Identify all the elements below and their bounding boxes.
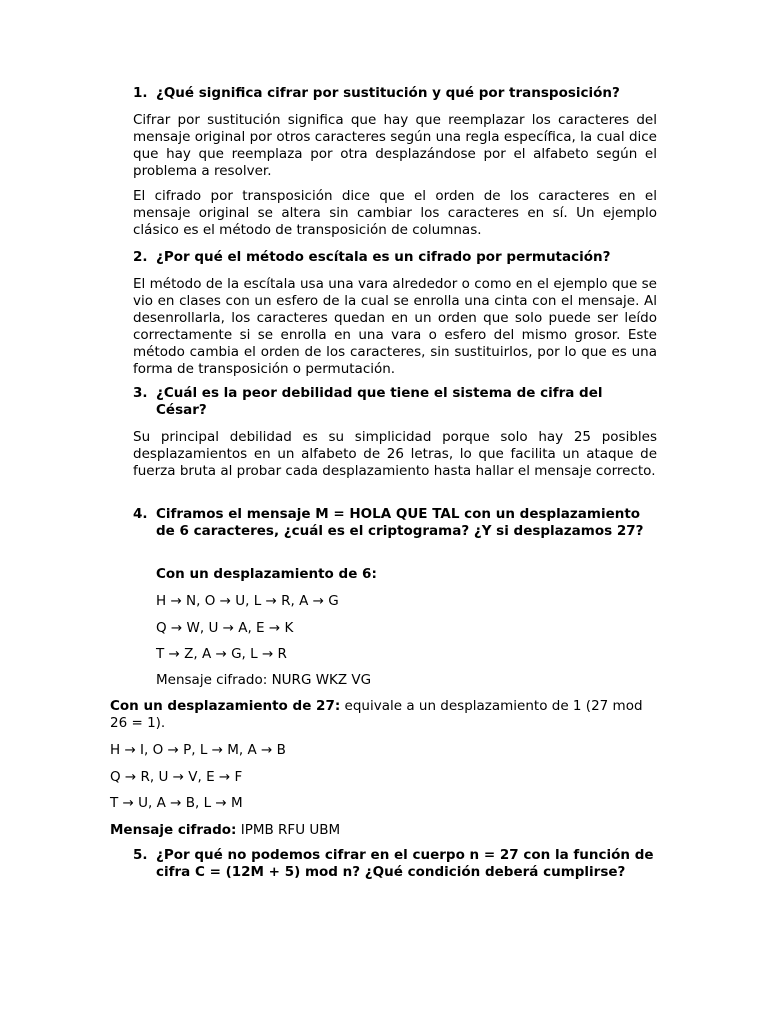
question-1 [133,85,657,102]
question-3 [133,385,657,419]
cipher-label: Mensaje cifrado: [110,822,237,838]
question-3-number: 3. [133,385,148,401]
answer-1-paragraph-1: Cifrar por sustitución significa que hay que reemplazar los caracteres del mensaje original por otros caracteres según una regla específica, la cual dice que hay que reemplaza por otra desplazándose por el alfabeto según el problema a resolver. [133,112,657,179]
shift-27-line: H → I, O → P, L → M, A → B [110,742,286,758]
shift-27-cipher-result [110,822,657,839]
shift-27-line: T → U, A → B, L → M [110,795,243,811]
shift-27-paragraph [110,698,657,732]
shift-6-line: H → N, O → U, L → R, A → G [156,593,339,609]
shift-6-line: Q → W, U → A, E → K [156,620,294,636]
answer-1-paragraph-2: El cifrado por transposición dice que el orden de los caracteres en el mensaje original se altera sin cambiar los caracteres en sí. Un ejemplo clásico es el método de transposición de columnas. [133,188,657,238]
answer-2-paragraph: El método de la escítala usa una vara alrededor o como en el ejemplo que se vio en clases con un esfero de la cual se enrolla una cinta con el mensaje. Al desenrollarla, los caracteres quedan en un orden que solo puede ser leído correctamente si se enrolla en una vara o esfero del mismo grosor. Este método cambia el orden de los caracteres, sin sustituirlos, por lo que es una forma de transposición o permutación. [133,276,657,377]
shift-6-line: T → Z, A → G, L → R [156,646,287,662]
question-2-text: ¿Por qué el método escítala es un cifrado por permutación? [156,249,611,265]
question-2 [133,249,657,266]
cipher-value: IPMB RFU UBM [240,822,341,838]
shift-6-heading: Con un desplazamiento de 6: [156,566,377,582]
answer-3-paragraph: Su principal debilidad es su simplicidad porque solo hay 25 posibles desplazamientos en un alfabeto de 26 letras, lo que facilita un ataque de fuerza bruta al probar cada desplazamiento hasta hallar el mensaje correcto. [133,429,657,479]
shift-27-line: Q → R, U → V, E → F [110,769,243,785]
question-4-number: 4. [133,506,148,522]
shift-27-note: equivale a un desplazamiento de 1 (27 mod 26 = 1). [110,698,643,731]
question-3-text: ¿Cuál es la peor debilidad que tiene el sistema de cifra del César? [156,385,603,418]
question-5-text: ¿Por qué no podemos cifrar en el cuerpo n = 27 con la función de cifra C = (12M + 5) mod n? ¿Qué condición deberá cumplirse? [156,847,654,880]
question-1-text: ¿Qué significa cifrar por sustitución y qué por transposición? [156,85,620,101]
question-5 [133,847,657,881]
shift-27-heading: Con un desplazamiento de 27: [110,698,341,714]
question-1-number: 1. [133,85,148,101]
question-4-text: Ciframos el mensaje M = HOLA QUE TAL con un desplazamiento de 6 caracteres, ¿cuál es el criptograma? ¿Y si desplazamos 27? [156,506,644,539]
question-5-number: 5. [133,847,148,863]
question-2-number: 2. [133,249,148,265]
question-4 [133,506,657,540]
shift-6-cipher-result: Mensaje cifrado: NURG WKZ VG [156,672,372,688]
